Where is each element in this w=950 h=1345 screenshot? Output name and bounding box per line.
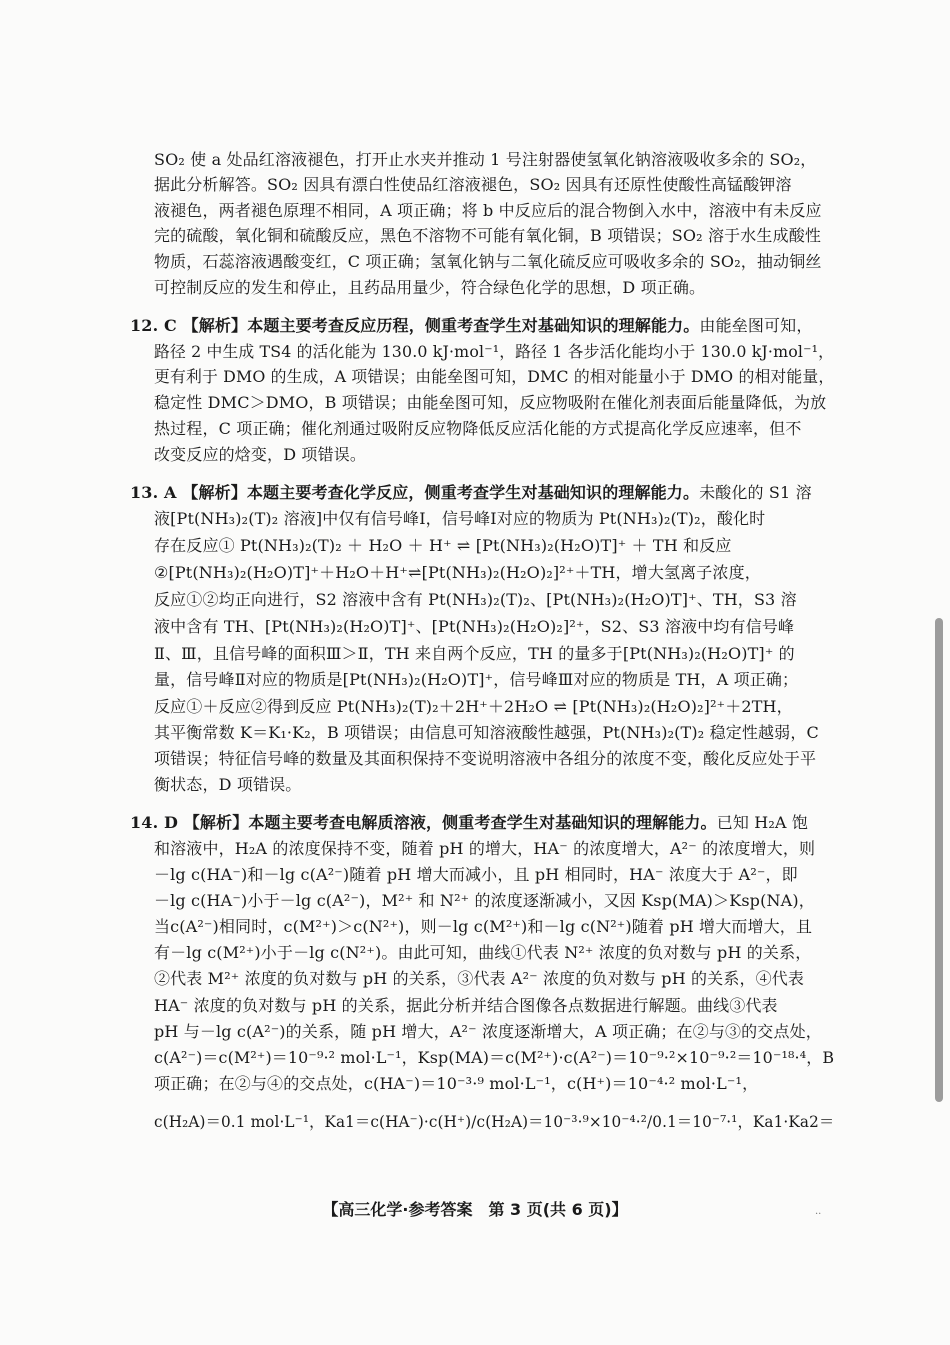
text-line <box>154 277 705 299</box>
text-line <box>154 444 366 466</box>
line-text: －lg c(HA⁻)和－lg c(A²⁻)随着 pH 增大而减小，且 pH 相同时，HA⁻ 浓度大于 A²⁻，即 <box>154 865 798 884</box>
line-text: 液[Pt(NH₃)₂(T)₂ 溶液]中仅有信号峰Ⅰ，信号峰Ⅰ对应的物质为 Pt(NH₃)₂(T)₂，酸化时 <box>154 509 766 528</box>
text-line <box>154 562 761 584</box>
line-text: 未酸化的 S1 溶 <box>699 483 812 502</box>
text-line <box>154 722 819 744</box>
text-line <box>154 616 794 638</box>
text-line <box>154 418 801 440</box>
text-line <box>130 482 812 504</box>
text-line <box>154 535 732 557</box>
text-line <box>154 589 797 611</box>
text-line <box>154 200 822 222</box>
text-line <box>154 1073 758 1095</box>
line-text: 项错误；特征信号峰的数量及其面积保持不变说明溶液中各组分的浓度不变，酸化反应处于平 <box>154 749 817 768</box>
text-line <box>154 643 795 665</box>
line-text: 存在反应① Pt(NH₃)₂(T)₂ ＋ H₂O ＋ H⁺ ⇌ [Pt(NH₃)₂(H₂O)T]⁺ ＋ TH 和反应 <box>154 536 732 555</box>
line-text: 据此分析解答。SO₂ 因具有漂白性使品红溶液褪色，SO₂ 因具有还原性使酸性高锰酸钾溶 <box>154 175 792 194</box>
vertical-scrollbar[interactable] <box>935 618 943 1102</box>
line-text: 液中含有 TH、[Pt(NH₃)₂(H₂O)T]⁺、[Pt(NH₃)₂(H₂O)₂]²⁺，S2、S3 溶液中均有信号峰 <box>154 617 795 636</box>
line-text: 更有利于 DMO 的生成，A 项错误；由能垒图可知，DMC 的相对能量小于 DMO 的相对能量， <box>154 367 835 386</box>
line-text: 反应①②均正向进行，S2 溶液中含有 Pt(NH₃)₂(T)₂、[Pt(NH₃)₂(H₂O)T]⁺、TH，S3 溶 <box>154 590 797 609</box>
line-text: SO₂ 使 a 处品红溶液褪色，打开止水夹并推动 1 号注射器使氢氧化钠溶液吸收多余的 SO₂， <box>154 150 817 169</box>
text-line <box>154 225 821 247</box>
text-line <box>154 1021 822 1043</box>
text-line <box>154 1047 834 1069</box>
text-line <box>154 774 301 796</box>
line-text: 由能垒图可知， <box>699 316 813 335</box>
line-text: 已知 H₂A 饱 <box>716 813 808 832</box>
line-text: 项正确；在②与④的交点处，c(HA⁻)＝10⁻³·⁹ mol·L⁻¹，c(H⁺)＝10⁻⁴·² mol·L⁻¹， <box>154 1074 759 1093</box>
text-line <box>154 890 815 912</box>
line-text: 当c(A²⁻)相同时，c(M²⁺)＞c(N²⁺)，则－lg c(M²⁺)和－lg c(N²⁺)随着 pH 增大而增大，且 <box>154 917 813 936</box>
line-text: 物质，石蕊溶液遇酸变红，C 项正确；氢氧化钠与二氧化硫反应可吸收多余的 SO₂，抽动铜丝 <box>154 252 822 271</box>
text-line <box>154 968 804 990</box>
line-text: 路径 2 中生成 TS4 的活化能为 130.0 kJ·mol⁻¹，路径 1 各步活化能均小于 130.0 kJ·mol⁻¹， <box>154 342 835 361</box>
answer-heading: 14. D 【解析】本题主要考查电解质溶液，侧重考查学生对基础知识的理解能力。 <box>130 813 717 832</box>
line-text: 和溶液中，H₂A 的浓度保持不变，随着 pH 的增大，HA⁻ 的浓度增大，A²⁻ 的浓度增大，则 <box>154 839 816 858</box>
corner-mark: .. <box>815 1206 822 1217</box>
text-line <box>130 812 808 834</box>
line-text: ②代表 M²⁺ 浓度的负对数与 pH 的关系，③代表 A²⁻ 浓度的负对数与 pH 的关系，④代表 <box>154 969 805 988</box>
line-text: 有－lg c(M²⁺)小于－lg c(N²⁺)。由此可知，曲线①代表 N²⁺ 浓度的负对数与 pH 的关系， <box>154 943 812 962</box>
answer-heading: 12. C 【解析】本题主要考查反应历程，侧重考查学生对基础知识的理解能力。 <box>130 316 700 335</box>
text-line <box>154 174 792 196</box>
text-line <box>154 696 793 718</box>
line-text: 完的硫酸，氧化铜和硫酸反应，黑色不溶物不可能有氧化铜，B 项错误；SO₂ 溶于水生成酸性 <box>154 226 822 245</box>
line-text: 稳定性 DMC＞DMO，B 项错误；由能垒图可知，反应物吸附在催化剂表面后能量降低，为放 <box>154 393 827 412</box>
line-text: c(A²⁻)＝c(M²⁺)＝10⁻⁹·² mol·L⁻¹，Ksp(MA)＝c(M²⁺)·c(A²⁻)＝10⁻⁹·²×10⁻⁹·²＝10⁻¹⁸·⁴，B <box>154 1048 835 1067</box>
text-line <box>130 315 812 337</box>
line-text: 液褪色，两者褪色原理不相同，A 项正确；将 b 中反应后的混合物倒入水中，溶液中有未反应 <box>154 201 822 220</box>
line-text: 量，信号峰Ⅱ对应的物质是[Pt(NH₃)₂(H₂O)T]⁺，信号峰Ⅲ对应的物质是 TH，A 项正确； <box>154 670 799 689</box>
text-line <box>154 864 798 886</box>
line-text: Ⅱ、Ⅲ，且信号峰的面积Ⅲ＞Ⅱ，TH 来自两个反应，TH 的量多于[Pt(NH₃)₂(H₂O)T]⁺ 的 <box>154 644 795 663</box>
text-line <box>154 669 798 691</box>
text-line <box>154 748 816 770</box>
text-line <box>154 149 816 171</box>
page-footer: 【高三化学·参考答案 第 3 页(共 6 页)】 <box>322 1200 628 1219</box>
line-text: ②[Pt(NH₃)₂(H₂O)T]⁺＋H₂O＋H⁺⇌[Pt(NH₃)₂(H₂O)₂]²⁺＋TH，增大氢离子浓度， <box>154 563 761 582</box>
text-line <box>154 1111 834 1133</box>
line-text: c(H₂A)＝0.1 mol·L⁻¹，Ka1＝c(HA⁻)·c(H⁺)/c(H₂A)＝10⁻³·⁹×10⁻⁴·²/0.1＝10⁻⁷·¹，Ka1·Ka2＝ <box>154 1112 835 1131</box>
text-line <box>154 995 778 1017</box>
line-text: 其平衡常数 K＝K₁·K₂，B 项错误；由信息可知溶液酸性越强，Pt(NH₃)₂(T)₂ 稳定性越弱，C <box>154 723 819 742</box>
line-text: HA⁻ 浓度的负对数与 pH 的关系，据此分析并结合图像各点数据进行解题。曲线③代表 <box>154 996 778 1015</box>
answer-heading: 13. A 【解析】本题主要考查化学反应，侧重考查学生对基础知识的理解能力。 <box>130 483 700 502</box>
text-line <box>154 916 812 938</box>
line-text: 反应①＋反应②得到反应 Pt(NH₃)₂(T)₂＋2H⁺＋2H₂O ⇌ [Pt(NH₃)₂(H₂O)₂]²⁺＋2TH， <box>154 697 793 716</box>
line-text: －lg c(HA⁻)小于－lg c(A²⁻)，M²⁺ 和 N²⁺ 的浓度逐渐减小，又因 Ksp(MA)＞Ksp(NA)， <box>154 891 815 910</box>
text-line <box>154 838 815 860</box>
text-line <box>154 251 822 273</box>
text-line <box>154 508 765 530</box>
line-text: 可控制反应的发生和停止，且药品用量少，符合绿色化学的思想，D 项正确。 <box>154 278 706 297</box>
text-line <box>154 366 834 388</box>
line-text: 热过程，C 项正确；催化剂通过吸附反应物降低反应活化能的方式提高化学反应速率，但不 <box>154 419 802 438</box>
text-line <box>154 942 811 964</box>
line-text: pH 与－lg c(A²⁻)的关系，随 pH 增大，A²⁻ 浓度逐渐增大，A 项正确；在②与③的交点处， <box>154 1022 822 1041</box>
text-line <box>154 392 826 414</box>
line-text: 衡状态，D 项错误。 <box>154 775 302 794</box>
text-line <box>154 341 834 363</box>
line-text: 改变反应的焓变，D 项错误。 <box>154 445 367 464</box>
